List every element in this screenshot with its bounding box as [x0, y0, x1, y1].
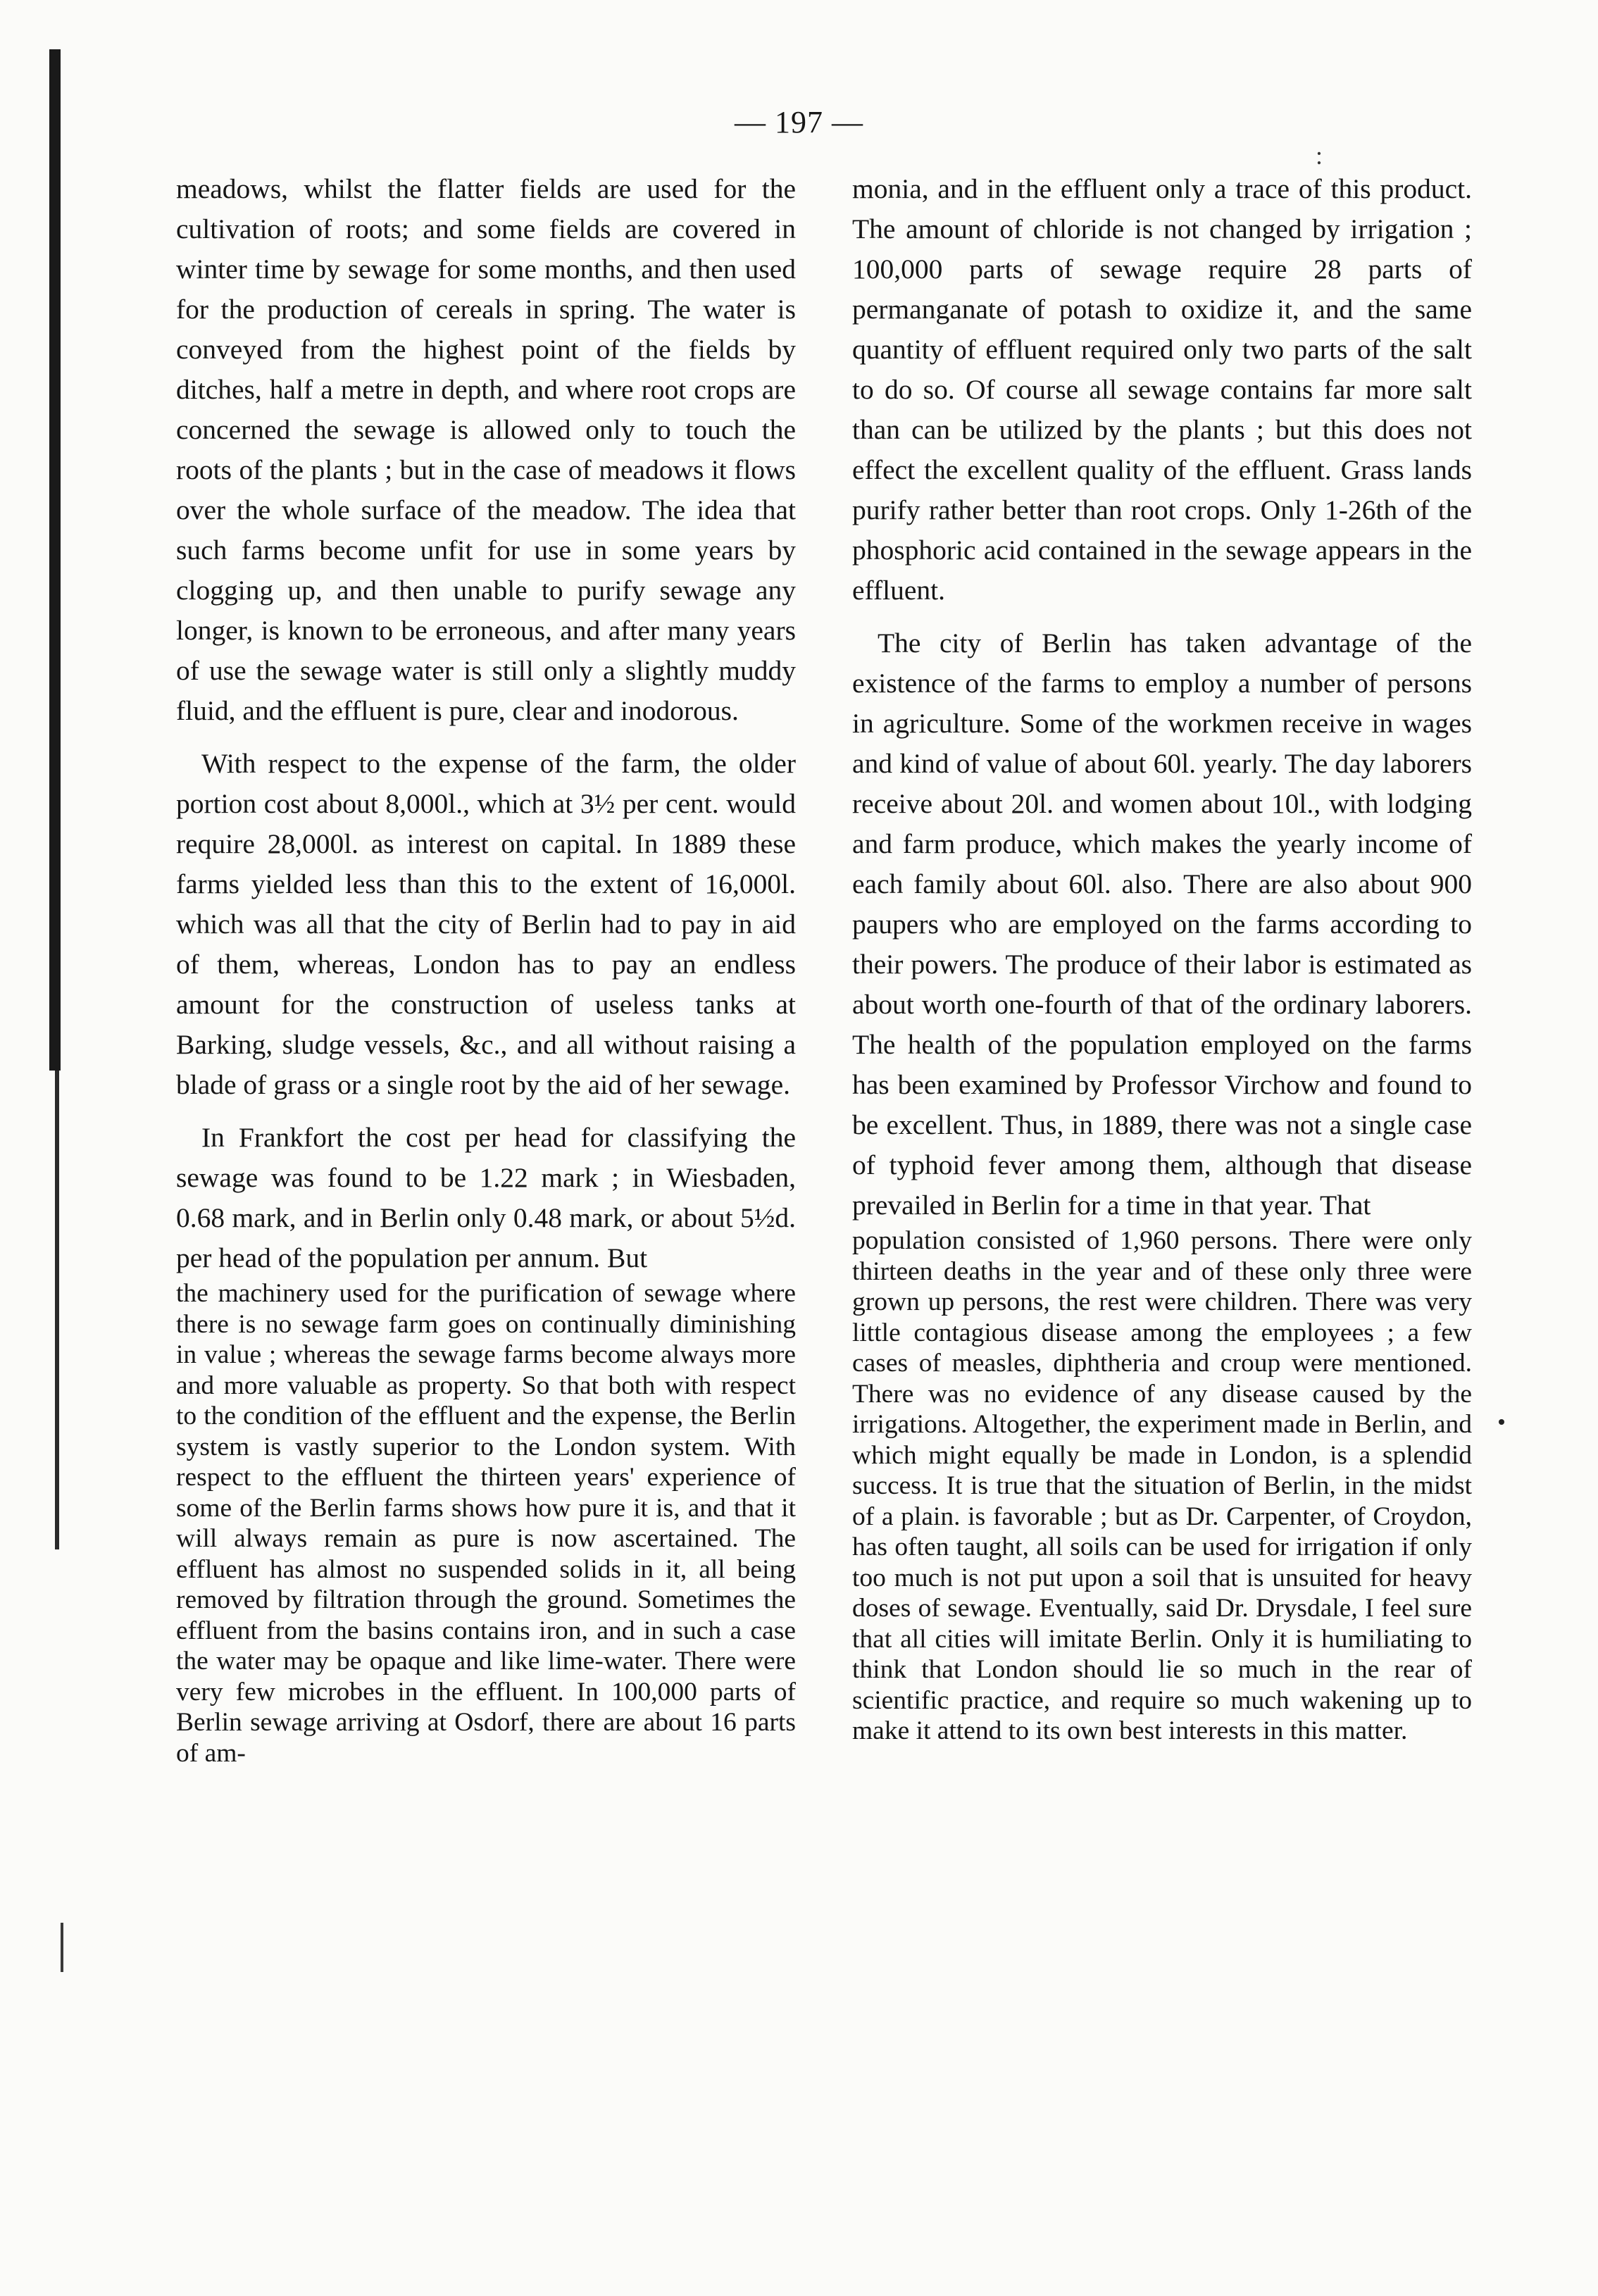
left-column [176, 169, 796, 1768]
left-paragraph-2: With respect to the expense of the farm, the older portion cost about 8,000l., which at 3½ per cent. would require 28,000l. as interest on capital. In 1889 these farms yielded less than this to the extent of 16,000l. which was all that the city of Berlin had to pay in aid of them, whereas, London has to pay an endless amount for the construction of useless tanks at Barking, sludge vessels, &c., and all without raising a blade of grass or a single root by the aid of her sewage. [176, 748, 796, 1100]
right-paragraph-2a: The city of Berlin has taken advantage of the existence of the farms to employ a number of persons in agriculture. Some of the workmen receive in wages and kind of value of about 60l. yearly. The day laborers receive about 20l. and women about 10l., with lodging and farm produce, which makes the yearly income of each family about 60l. also. There are also about 900 paupers who are employed on the farms according to their powers. The produce of their labor is estimated as about worth one-fourth of that of the ordinary laborers. The health of the population employed on the farms has been examined by Professor Virchow and found to be excellent. Thus, in 1889, there was not a single case of typhoid fever among them, although that disease prevailed in Berlin for a time in that year. That [852, 628, 1472, 1221]
right-paragraph-2b: population consisted of 1,960 persons. There were only thirteen deaths in the year and of these only three were grown up persons, the rest were children. There was very little contagious disease among the employees ; a few cases of measles, diphtheria and croup were mentioned. There was no evidence of any disease caused by the irrigations. Altogether, the experiment made in Berlin, and which might equally be made in London, is a splendid success. It is true that the situation of Berlin, in the midst of a plain. is favorable ; but as Dr. Carpenter, of Croydon, has often taught, all soils can be used for irrigation if only too much is not put upon a soil that is unsuited for heavy doses of sewage. Eventually, said Dr. Drysdale, I feel sure that all cities will imitate Berlin. Only it is humiliating to think that London should lie so much in the rear of scientific practice, and require so much wakening up to make it attend to its own best interests in this matter. [852, 1226, 1472, 1745]
page-edge-shadow [49, 49, 61, 1071]
left-paragraph-1: meadows, whilst the flatter fields are used for the cultivation of roots; and some fields are covered in winter time by sewage for some months, and then used for the production of cereals in spring. The water is conveyed from the highest point of the fields by ditches, half a metre in depth, and where root crops are concerned the sewage is allowed only to touch the roots of the plants ; but in the case of meadows it flows over the whole surface of the meadow. The idea that such farms become unfit for use in some years by clogging up, and then unable to purify sewage any longer, is known to be erroneous, and after many years of use the sewage water is still only a slightly muddy fluid, and the effluent is pure, clear and inodorous. [176, 173, 796, 726]
page-number: — 197 — [735, 105, 863, 139]
page-edge-shadow-lower [55, 1071, 59, 1549]
left-paragraph-3a: In Frankfort the cost per head for classifying the sewage was found to be 1.22 mark ; in Wiesbaden, 0.68 mark, and in Berlin only 0.48 mark, or about 5½d. per head of the population per annum. But [176, 1122, 796, 1273]
page-edge-mark [61, 1923, 63, 1972]
right-paragraph-1: monia, and in the effluent only a trace of this product. The amount of chloride is not changed by irrigation ; 100,000 parts of sewage require 28 parts of permanganate of potash to oxidize it, and the same quantity of effluent required only two parts of the salt to do so. Of course all sewage contains far more salt than can be utilized by the plants ; but this does not effect the excellent quality of the effluent. Grass lands purify rather better than root crops. Only 1-26th of the phosphoric acid contained in the sewage appears in the effluent. [852, 173, 1472, 606]
right-column [852, 169, 1472, 1747]
print-speck [1499, 1419, 1504, 1425]
left-paragraph-3b: the machinery used for the purification of sewage where there is no sewage farm goes on continually diminishing in value ; whereas the sewage farms become always more and more valuable as property. So that both with respect to the condition of the effluent and the expense, the Berlin system is vastly superior to the London system. With respect to the effluent the thirteen years' experience of some of the Berlin farms shows how pure it is, and that it will always remain as pure is now ascertained. The effluent has almost no suspended solids in it, all being removed by filtration through the ground. Sometimes the effluent from the basins contains iron, and in such a case the water may be opaque and like lime-water. There were very few microbes in the effluent. In 100,000 parts of Berlin sewage arriving at Osdorf, there are about 16 parts of am- [176, 1279, 796, 1768]
print-speck: : [1316, 142, 1323, 170]
